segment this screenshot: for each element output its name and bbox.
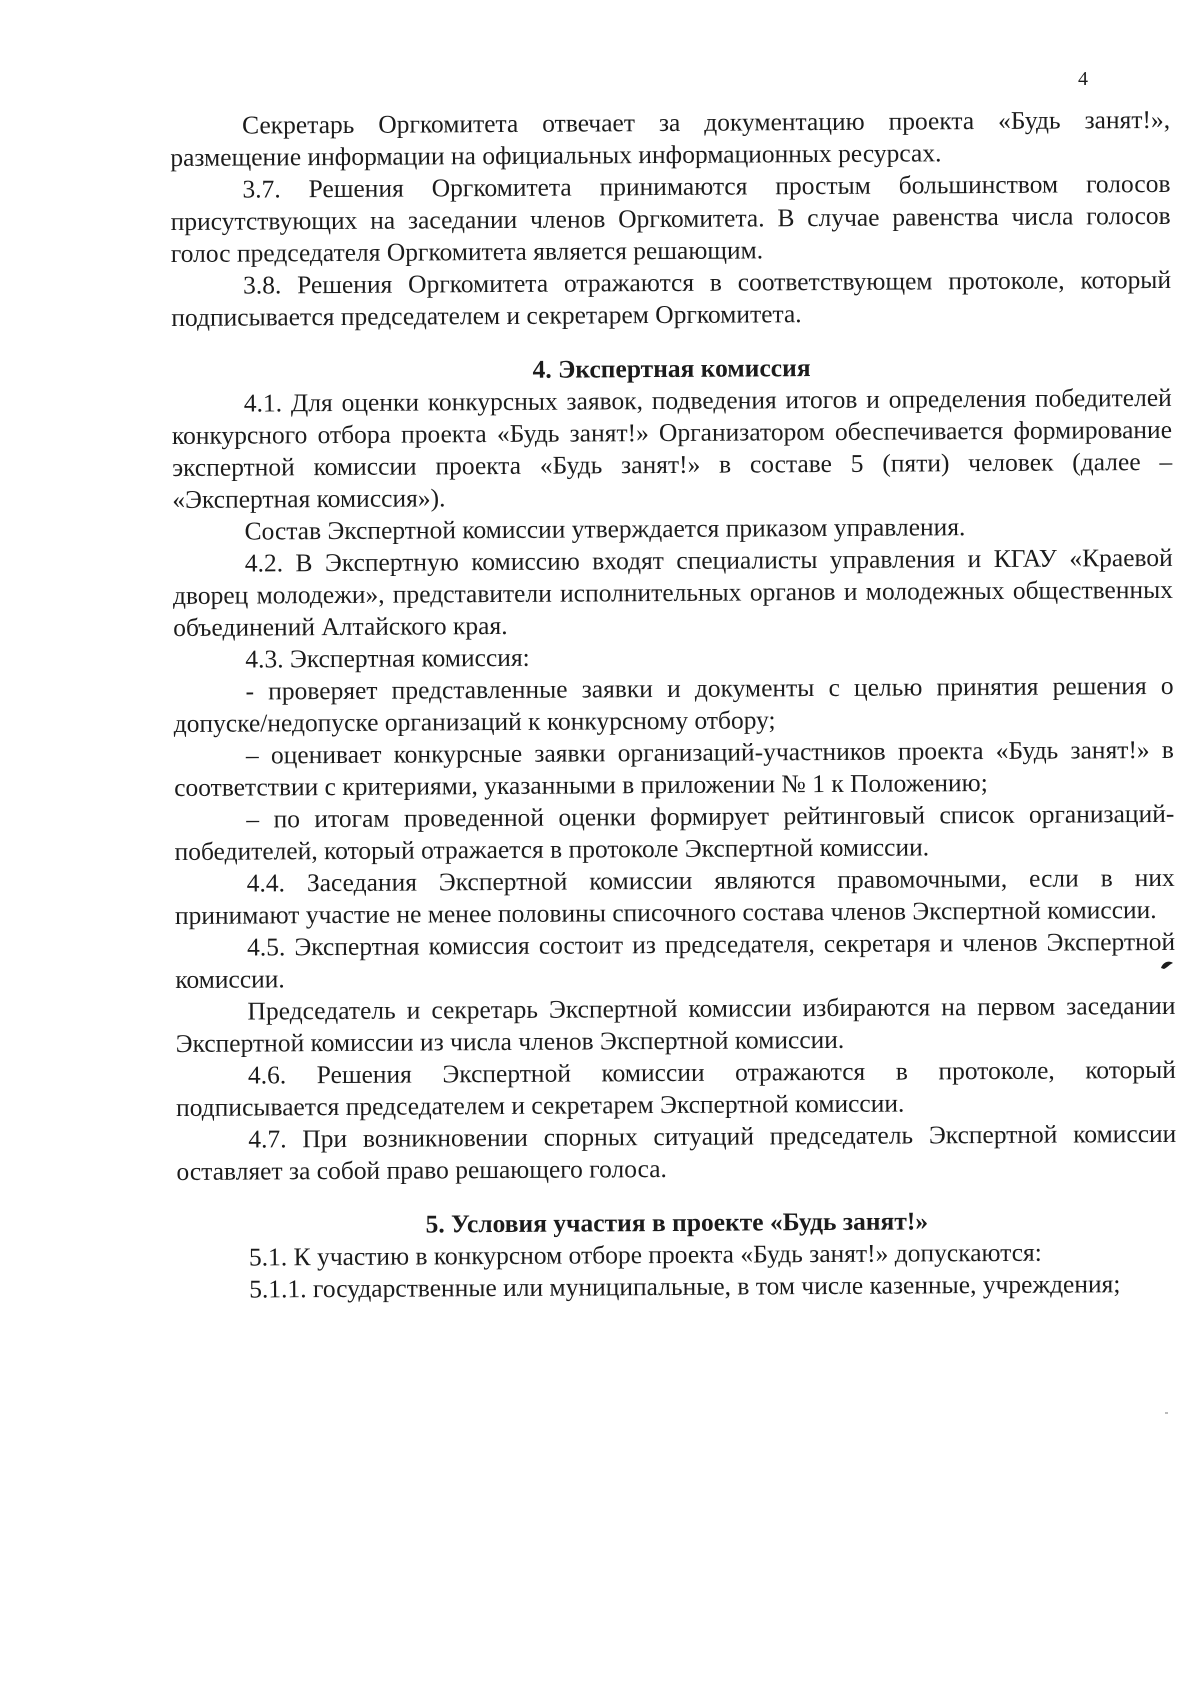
paragraph: – оценивает конкурсные заявки организаций-участников проекта «Будь занят!» в соответствии с критериями, указанными в приложении № 1 к Положению; <box>174 734 1175 802</box>
paragraph: 3.7. Решения Оргкомитета принимаются простым большинством голосов присутствующих на заседании членов Оргкомитета. В случае равенства числа голосов голос председателя Оргкомитета является решающим. <box>170 168 1171 268</box>
paragraph: 4.6. Решения Экспертной комиссии отражаются в протоколе, который подписывается председателем и секретарем Экспертной комиссии. <box>176 1054 1176 1122</box>
paragraph: Состав Экспертной комиссии утверждается приказом управления. <box>244 512 966 546</box>
paragraph: 4.2. В Экспертную комиссию входят специалисты управления и КГАУ «Краевой дворец молодежи», представители исполнительных органов и молодежных общественных объединений Алтайского края. <box>172 542 1174 642</box>
paragraph: 4.4. Заседания Экспертной комиссии являются правомочными, если в них принимают участие не менее половины списочного состава членов Экспертной комиссии. <box>174 862 1175 930</box>
scan-speck <box>1165 1412 1168 1414</box>
paragraph: Секретарь Оргкомитета отвечает за документацию проекта «Будь занят!», размещение информации на официальных информационных ресурсах. <box>170 104 1171 172</box>
document-body <box>170 104 1177 1306</box>
ink-mark-icon <box>1160 960 1174 970</box>
page-number: 4 <box>1078 68 1088 90</box>
paragraph: 4.7. При возникновении спорных ситуаций председатель Экспертной комиссии оставляет за собой право решающего голоса. <box>176 1118 1177 1186</box>
paragraph: 5.1.1. государственные или муниципальные, в том числе казенные, учреждения; <box>249 1269 1121 1304</box>
paragraph: – по итогам проведенной оценки формирует рейтинговый список организаций-победителей, который отражается в протоколе Экспертной комиссии. <box>174 798 1175 866</box>
paragraph: 4.5. Экспертная комиссия состоит из председателя, секретаря и членов Экспертной комиссии. <box>175 926 1176 994</box>
section-heading: 4. Экспертная комиссия <box>532 353 811 384</box>
paragraph: - проверяет представленные заявки и документы с целью принятия решения о допуске/недопуске организаций к конкурсному отбору; <box>173 670 1174 738</box>
paragraph: 4.1. Для оценки конкурсных заявок, подведения итогов и определения победителей конкурсного отбора проекта «Будь занят!» Организатором обеспечивается формирование экспертной комиссии проекта «Будь занят!» в составе 5 (пяти) человек (далее – «Экспертная комиссия»). <box>171 382 1173 514</box>
paragraph: Председатель и секретарь Экспертной комиссии избираются на первом заседании Экспертной комиссии из числа членов Экспертной комиссии. <box>175 990 1176 1058</box>
section-heading: 5. Условия участия в проекте «Будь занят!» <box>425 1206 929 1239</box>
paragraph: 4.3. Экспертная комиссия: <box>245 642 530 674</box>
paragraph: 5.1. К участию в конкурсном отборе проекта «Будь занят!» допускаются: <box>248 1237 1042 1272</box>
paragraph: 3.8. Решения Оргкомитета отражаются в соответствующем протоколе, который подписывается председателем и секретарем Оргкомитета. <box>171 264 1172 332</box>
